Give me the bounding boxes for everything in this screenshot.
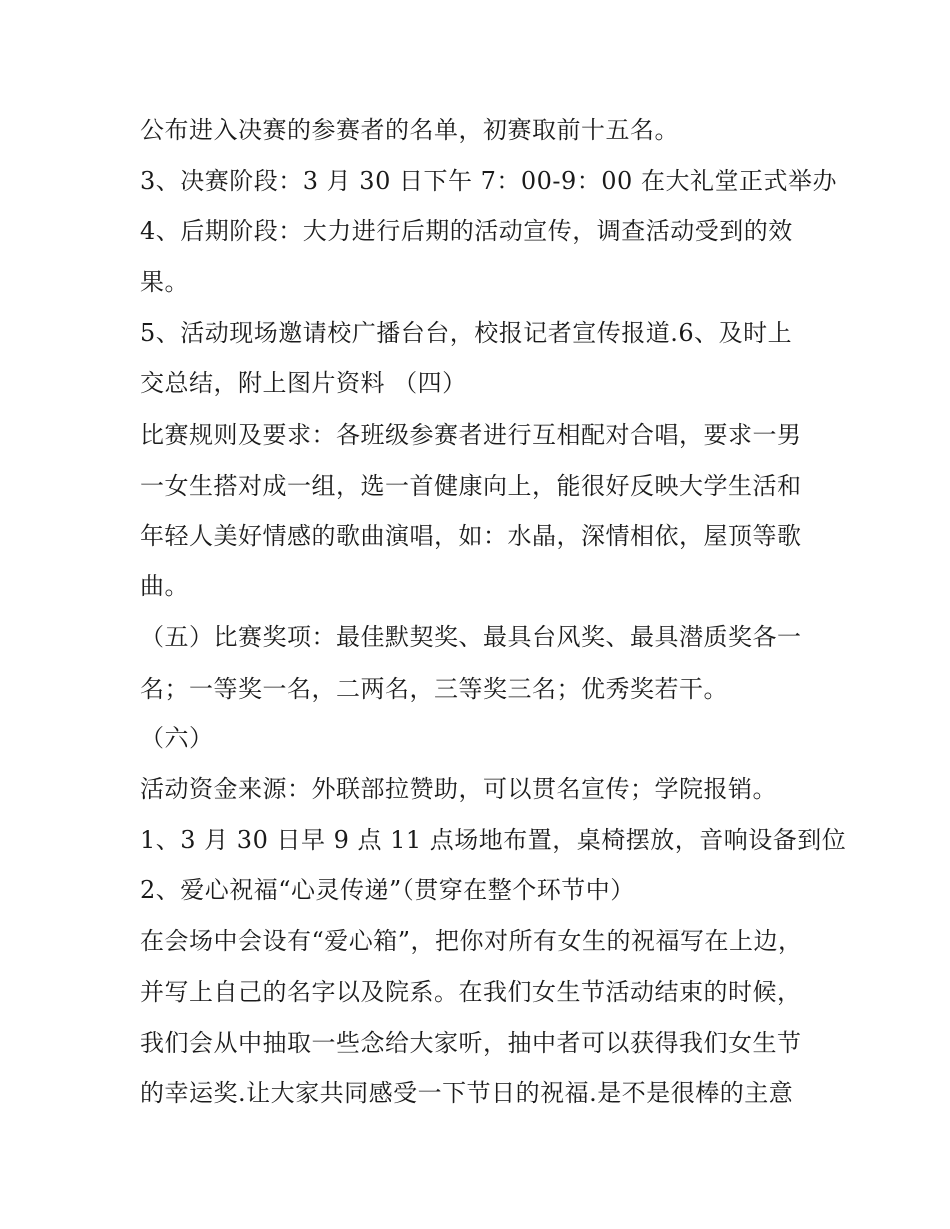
text-line: 比赛规则及要求：各班级参赛者进行互相配对合唱，要求一男: [140, 421, 802, 449]
text-line: 年轻人美好情感的歌曲演唱，如：水晶，深情相依，屋顶等歌: [140, 522, 802, 550]
text-line: 1、3 月 30 日早 9 点 11 点场地布置，桌椅摆放，音响设备到位: [140, 826, 847, 854]
text-line: 一女生搭对成一组，选一首健康向上，能很好反映大学生活和: [140, 472, 802, 500]
text-line: 交总结，附上图片资料 （四）: [140, 369, 467, 397]
text-line: 我们会从中抽取一些念给大家听，抽中者可以获得我们女生节: [140, 1029, 802, 1057]
text-line: 活动资金来源：外联部拉赞助，可以贯名宣传；学院报销。: [140, 775, 777, 803]
text-line: 名；一等奖一名，二两名，三等奖三名；优秀奖若干。: [140, 675, 728, 703]
text-line: 果。: [140, 268, 189, 296]
text-line: 的幸运奖.让大家共同感受一下节日的祝福.是不是很棒的主意: [140, 1079, 794, 1107]
text-line: 5、活动现场邀请校广播台台，校报记者宣传报道.6、及时上: [140, 319, 793, 347]
text-line: 并写上自己的名字以及院系。在我们女生节活动结束的时候，: [140, 978, 802, 1006]
text-line: （六）: [140, 724, 214, 752]
text-line: 2、爱心祝福“心灵传递”（贯穿在整个环节中）: [140, 876, 635, 904]
text-line: 曲。: [140, 572, 189, 600]
text-line: 公布进入决赛的参赛者的名单，初赛取前十五名。: [140, 116, 679, 144]
text-line: （五）比赛奖项：最佳默契奖、最具台风奖、最具潜质奖各一: [140, 623, 802, 651]
text-line: 3、决赛阶段：3 月 30 日下午 7：00-9：00 在大礼堂正式举办: [140, 167, 837, 195]
text-line: 4、后期阶段：大力进行后期的活动宣传，调查活动受到的效: [140, 217, 793, 245]
text-line: 在会场中会设有“爱心箱”，把你对所有女生的祝福写在上边，: [140, 927, 803, 955]
